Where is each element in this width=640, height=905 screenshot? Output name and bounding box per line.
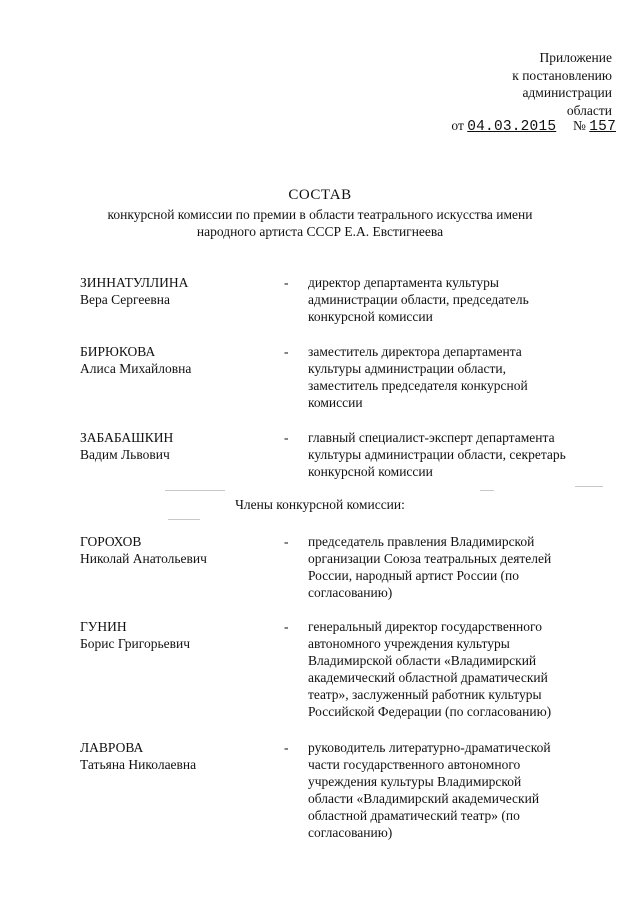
appendix-line: администрации (522, 85, 612, 100)
appendix-line: Приложение (539, 50, 612, 65)
member-name (80, 533, 207, 567)
decree-number: 157 (589, 119, 616, 135)
role-line: председатель правления Владимирской (308, 534, 535, 549)
appendix-header (512, 49, 612, 119)
appendix-line: к постановлению (512, 67, 612, 83)
role-line: главный специалист-эксперт департамента (308, 430, 555, 445)
subtitle-line: народного артиста СССР Е.А. Евстигнеева (196, 224, 444, 239)
member-given-name: Алиса Михайловна (80, 361, 192, 376)
member-surname: ЛАВРОВА (80, 740, 144, 755)
member-role (308, 343, 608, 411)
document-title: СОСТАВ (288, 187, 352, 203)
dash-separator: - (284, 740, 289, 755)
member-role (308, 618, 608, 720)
member-role (308, 429, 608, 480)
scan-artifact (165, 490, 225, 491)
role-line: руководитель литературно-драматической (308, 740, 551, 755)
role-line: заместитель председателя конкурсной (308, 378, 528, 393)
role-line: заместитель директора департамента (308, 344, 522, 359)
member-given-name: Борис Григорьевич (80, 636, 191, 651)
role-line: Владимирской области «Владимирский (308, 653, 537, 668)
role-line: комиссии (308, 395, 363, 410)
role-line: части государственного автономного (308, 757, 521, 772)
role-line: администрации области, председатель (308, 292, 529, 307)
member-name (80, 343, 191, 377)
member-given-name: Вадим Львович (80, 447, 170, 462)
dash-separator: - (284, 619, 289, 634)
decree-reference (451, 118, 616, 135)
role-line: Российской Федерации (по согласованию) (308, 704, 552, 719)
member-role (308, 739, 608, 841)
scan-artifact (575, 486, 603, 487)
dash-separator: - (284, 430, 289, 445)
role-line: директор департамента культуры (308, 275, 499, 290)
subtitle-line: конкурсной комиссии по премии в области театрального искусства имени (107, 207, 533, 222)
scan-artifact (480, 490, 494, 491)
role-line: областной драматический театр» (по (308, 808, 520, 823)
member-given-name: Татьяна Николаевна (80, 757, 197, 772)
role-line: культуры администрации области, секретарь (308, 447, 566, 462)
member-role (308, 274, 608, 325)
scan-artifact (168, 519, 200, 520)
role-line: автономного учреждения культуры (308, 636, 510, 651)
role-line: культуры администрации области, (308, 361, 506, 376)
dash-separator: - (284, 344, 289, 359)
member-surname: ЗИННАТУЛЛИНА (80, 275, 189, 290)
dash-separator: - (284, 534, 289, 549)
role-line: театр», заслуженный работник культуры (308, 687, 542, 702)
role-line: России, народный артист России (по (308, 568, 520, 583)
member-surname: ГОРОХОВ (80, 534, 142, 549)
decree-number-prefix: № (573, 118, 586, 133)
member-surname: ГУНИН (80, 619, 127, 634)
role-line: согласованию) (308, 585, 393, 600)
member-name (80, 274, 188, 308)
document-subtitle (0, 206, 640, 240)
role-line: области «Владимирский академический (308, 791, 540, 806)
decree-date-prefix: от (451, 118, 464, 133)
member-given-name: Вера Сергеевна (80, 292, 170, 307)
role-line: конкурсной комиссии (308, 464, 433, 479)
dash-separator: - (284, 275, 289, 290)
member-surname: БИРЮКОВА (80, 344, 156, 359)
role-line: конкурсной комиссии (308, 309, 433, 324)
role-line: учреждения культуры Владимирской (308, 774, 522, 789)
member-role (308, 533, 608, 601)
appendix-line: области (566, 102, 612, 118)
role-line: академический областной драматический (308, 670, 548, 685)
decree-date: 04.03.2015 (467, 119, 557, 135)
role-line: согласованию) (308, 825, 393, 840)
role-line: организации Союза театральных деятелей (308, 551, 552, 566)
member-surname: ЗАБАБАШКИН (80, 430, 174, 445)
member-name (80, 739, 196, 773)
role-line: генеральный директор государственного (308, 619, 542, 634)
members-heading: Члены конкурсной комиссии: (235, 497, 405, 512)
member-name (80, 429, 173, 463)
member-given-name: Николай Анатольевич (80, 551, 207, 566)
member-name (80, 618, 190, 652)
